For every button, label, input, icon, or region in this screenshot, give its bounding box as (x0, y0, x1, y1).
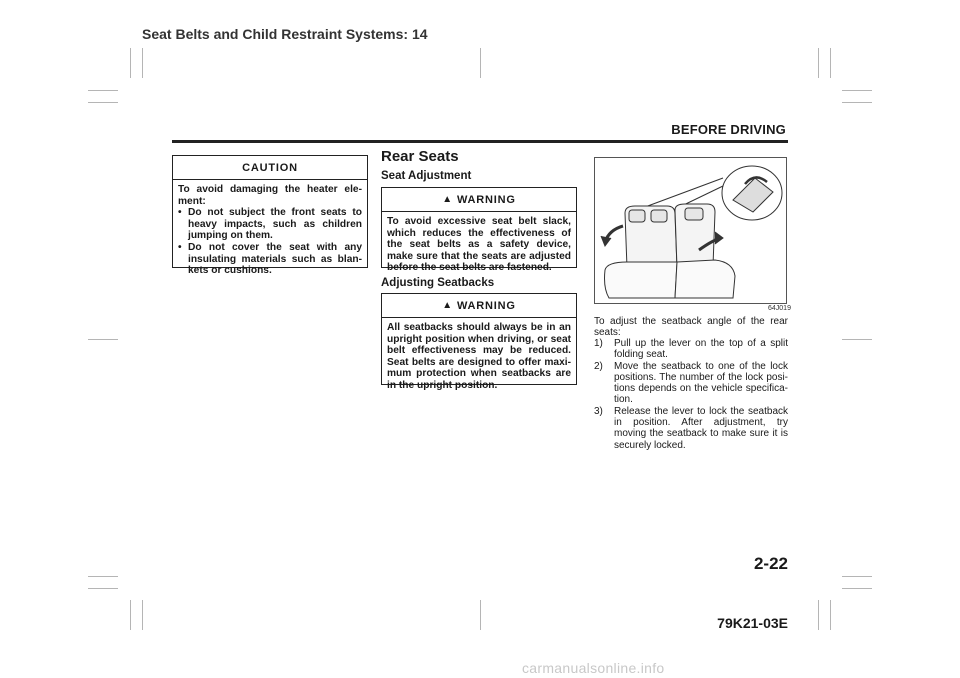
step-text: Move the seatback to one of the lock positions. The number of the lock posi-tions depends on the vehicle specifica-tion. (614, 360, 788, 406)
warning-triangle-icon: ▲ (442, 194, 453, 205)
instructions-intro: To adjust the seatback angle of the rear seats: (594, 316, 788, 339)
warning-box-title: WARNING (456, 299, 516, 312)
crop-mark (842, 339, 872, 340)
crop-mark (142, 48, 143, 78)
instruction-step (594, 338, 788, 361)
crop-mark (88, 339, 118, 340)
lever-detail-shape (733, 178, 773, 212)
step-text: Pull up the lever on the top of a split folding seat. (614, 338, 788, 361)
header-rule (172, 140, 788, 143)
subheading-adjusting-seatbacks: Adjusting Seatbacks (381, 277, 495, 289)
crop-mark (842, 576, 872, 577)
instruction-step (594, 406, 788, 451)
right-seat-cushion (675, 260, 735, 298)
left-seat-cushion (605, 262, 678, 298)
warning-box-header (382, 294, 576, 318)
caution-box-title: CAUTION (173, 156, 367, 180)
crop-mark (480, 600, 481, 630)
caution-bullet-list (178, 207, 362, 277)
crop-mark (830, 48, 831, 78)
warning-box-seatbacks (381, 293, 577, 391)
watermark: carmanualsonline.info (522, 660, 665, 676)
crop-mark (818, 48, 819, 78)
crop-mark (842, 102, 872, 103)
step-text: Release the lever to lock the seatback in position. After adjustment, try moving the seatback to make sure it is securely locked. (614, 405, 788, 451)
crop-mark (818, 600, 819, 630)
document-code: 79K21-03E (717, 615, 788, 631)
section-heading-rear-seats: Rear Seats (381, 148, 459, 165)
caution-box (172, 155, 368, 277)
warning-box-title: WARNING (456, 193, 516, 206)
crop-mark (130, 600, 131, 630)
headrest (651, 210, 667, 222)
headrest (629, 210, 645, 222)
section-title: BEFORE DRIVING (671, 122, 786, 137)
page-number: 2-22 (753, 554, 788, 573)
step-number: 2) (594, 360, 603, 372)
warning-box-header (382, 188, 576, 212)
crop-mark (842, 90, 872, 91)
warning-triangle-icon: ▲ (442, 300, 453, 311)
running-title: Seat Belts and Child Restraint Systems: 14 (142, 26, 428, 42)
crop-mark (88, 90, 118, 91)
caution-bullet: • Do not cover the seat with any insulating materials such as blan-kets or cushions. (178, 242, 362, 277)
step-number: 1) (594, 338, 603, 349)
caution-intro: To avoid damaging the heater ele-ment: (178, 184, 362, 207)
warning-box-body: To avoid excessive seat belt slack, which reduces the effectiveness of the seat belts as a safety device, make sure that the seats are adjusted before the seat belts are fastened. (387, 216, 571, 274)
headrest (685, 208, 703, 220)
left-arrow-head (601, 236, 611, 246)
warning-box-seat-adjustment (381, 187, 577, 274)
figure-code: 64J019 (768, 305, 791, 312)
crop-mark (480, 48, 481, 78)
right-arrow-head (715, 232, 723, 244)
crop-mark (130, 48, 131, 78)
caution-bullet: • Do not subject the front seats to heavy impacts, such as children jumping on them. (178, 207, 362, 242)
step-number: 3) (594, 405, 603, 417)
crop-mark (830, 600, 831, 630)
instruction-step (594, 361, 788, 406)
caution-box-body (173, 180, 367, 277)
crop-mark (88, 102, 118, 103)
rear-seat-illustration (594, 157, 787, 304)
crop-mark (88, 576, 118, 577)
warning-box-body: All seatbacks should always be in an upright position when driving, or seat belt effectiveness may be reduced. Seat belts are designed to offer maxi-mum protection when seatbacks are in the upright position. (387, 322, 571, 391)
crop-mark (88, 588, 118, 589)
subheading-seat-adjustment: Seat Adjustment (381, 170, 472, 182)
rear-seat-drawing (595, 158, 786, 303)
crop-mark (842, 588, 872, 589)
crop-mark (142, 600, 143, 630)
instructions-steps (594, 338, 788, 451)
